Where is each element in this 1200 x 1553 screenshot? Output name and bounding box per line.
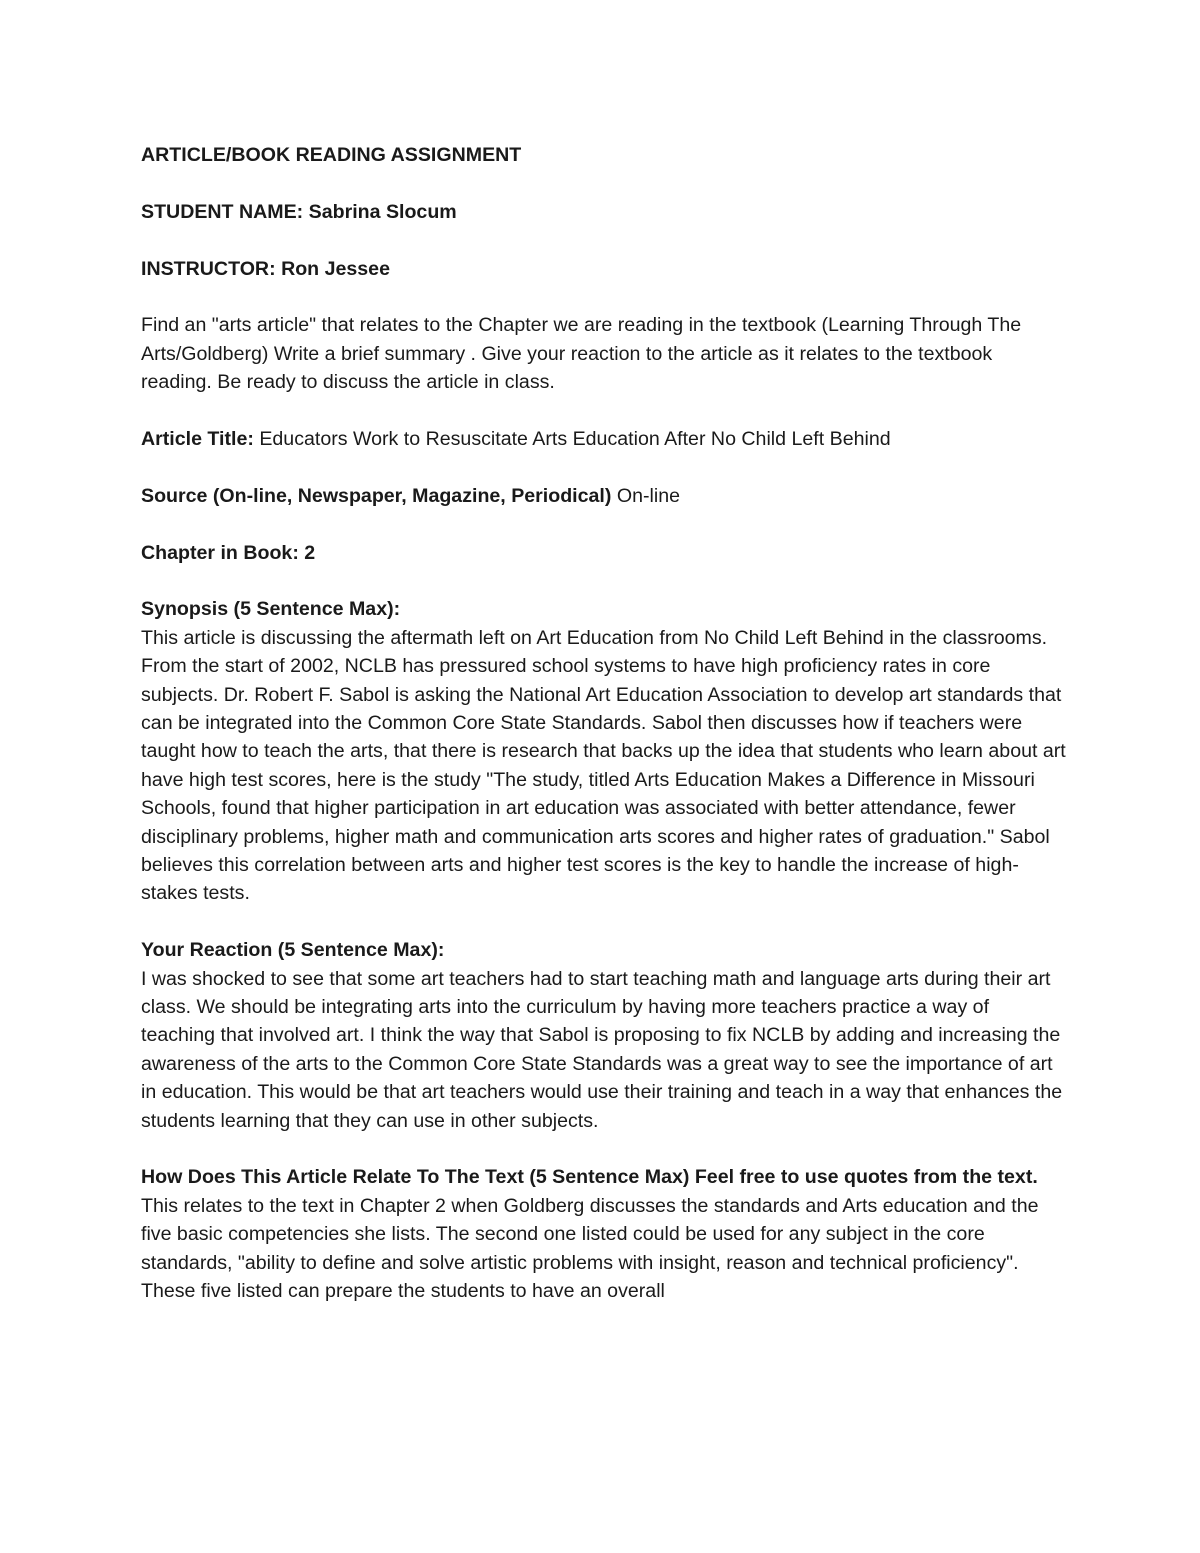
instructor-line: [141, 255, 1066, 283]
synopsis-section: [141, 595, 1066, 907]
instructor-value: Ron Jessee: [281, 257, 390, 280]
instructor-label: INSTRUCTOR:: [141, 257, 282, 280]
synopsis-heading: Synopsis (5 Sentence Max):: [141, 598, 401, 621]
student-name-line: [141, 198, 1066, 226]
article-title-line: [141, 425, 1066, 453]
article-title-value: Educators Work to Resuscitate Arts Education After No Child Left Behind: [259, 428, 891, 450]
student-name-value: Sabrina Slocum: [308, 200, 457, 223]
source-label: Source (On-line, Newspaper, Magazine, Periodical): [141, 484, 617, 507]
document-page: [141, 141, 1066, 1334]
student-name-label: STUDENT NAME:: [141, 200, 309, 223]
reaction-body: I was shocked to see that some art teachers had to start teaching math and language arts during their art class. We should be integrating arts into the curriculum by having more teachers practice a way of teaching that involved art. I think the way that Sabol is proposing to fix NCLB by adding and increasing the awareness of the arts to the Common Core State Standards was a great way to see the importance of art in education. This would be that art teachers would use their training and teach in a way that enhances the students learning that they can use in other subjects.: [141, 967, 1063, 1132]
synopsis-body: This article is discussing the aftermath left on Art Education from No Child Left Behind in the classrooms. From the start of 2002, NCLB has pressured school systems to have high proficiency rates in core subjects. Dr. Robert F. Sabol is asking the National Art Education Association to develop art standards that can be integrated into the Common Core State Standards. Sabol then discusses how if teachers were taught how to teach the arts, that there is research that backs up the idea that students who learn about art have high test scores, here is the study "The study, titled Arts Education Makes a Difference in Missouri Schools, found that higher participation in art education was associated with better attendance, fewer disciplinary problems, higher math and communication arts scores and higher rates of graduation." Sabol believes this correlation between arts and higher test scores is the key to handle the increase of high-stakes tests.: [141, 626, 1066, 905]
instructions-paragraph: Find an "arts article" that relates to the Chapter we are reading in the textbook (Learning Through The Arts/Goldberg) Write a brief summary . Give your reaction to the article as it relates to the textbook reading. Be ready to discuss the article in class.: [141, 314, 1022, 394]
source-line: [141, 482, 1066, 510]
chapter-line: Chapter in Book: 2: [141, 541, 316, 564]
source-value: On-line: [616, 484, 680, 507]
relation-section: [141, 1163, 1066, 1305]
article-title-label: Article Title:: [141, 428, 260, 450]
relation-heading: How Does This Article Relate To The Text (5 Sentence Max) Feel free to use quotes from the text.: [141, 1166, 1038, 1189]
reaction-heading: Your Reaction (5 Sentence Max):: [141, 939, 445, 962]
reaction-section: [141, 936, 1066, 1135]
relation-body: This relates to the text in Chapter 2 when Goldberg discusses the standards and Arts education and the five basic competencies she lists. The second one listed could be used for any subject in the core standards, "ability to define and solve artistic problems with insight, reason and technical proficiency". These five listed can prepare the students to have an overall: [141, 1194, 1039, 1303]
document-title: ARTICLE/BOOK READING ASSIGNMENT: [141, 144, 522, 166]
